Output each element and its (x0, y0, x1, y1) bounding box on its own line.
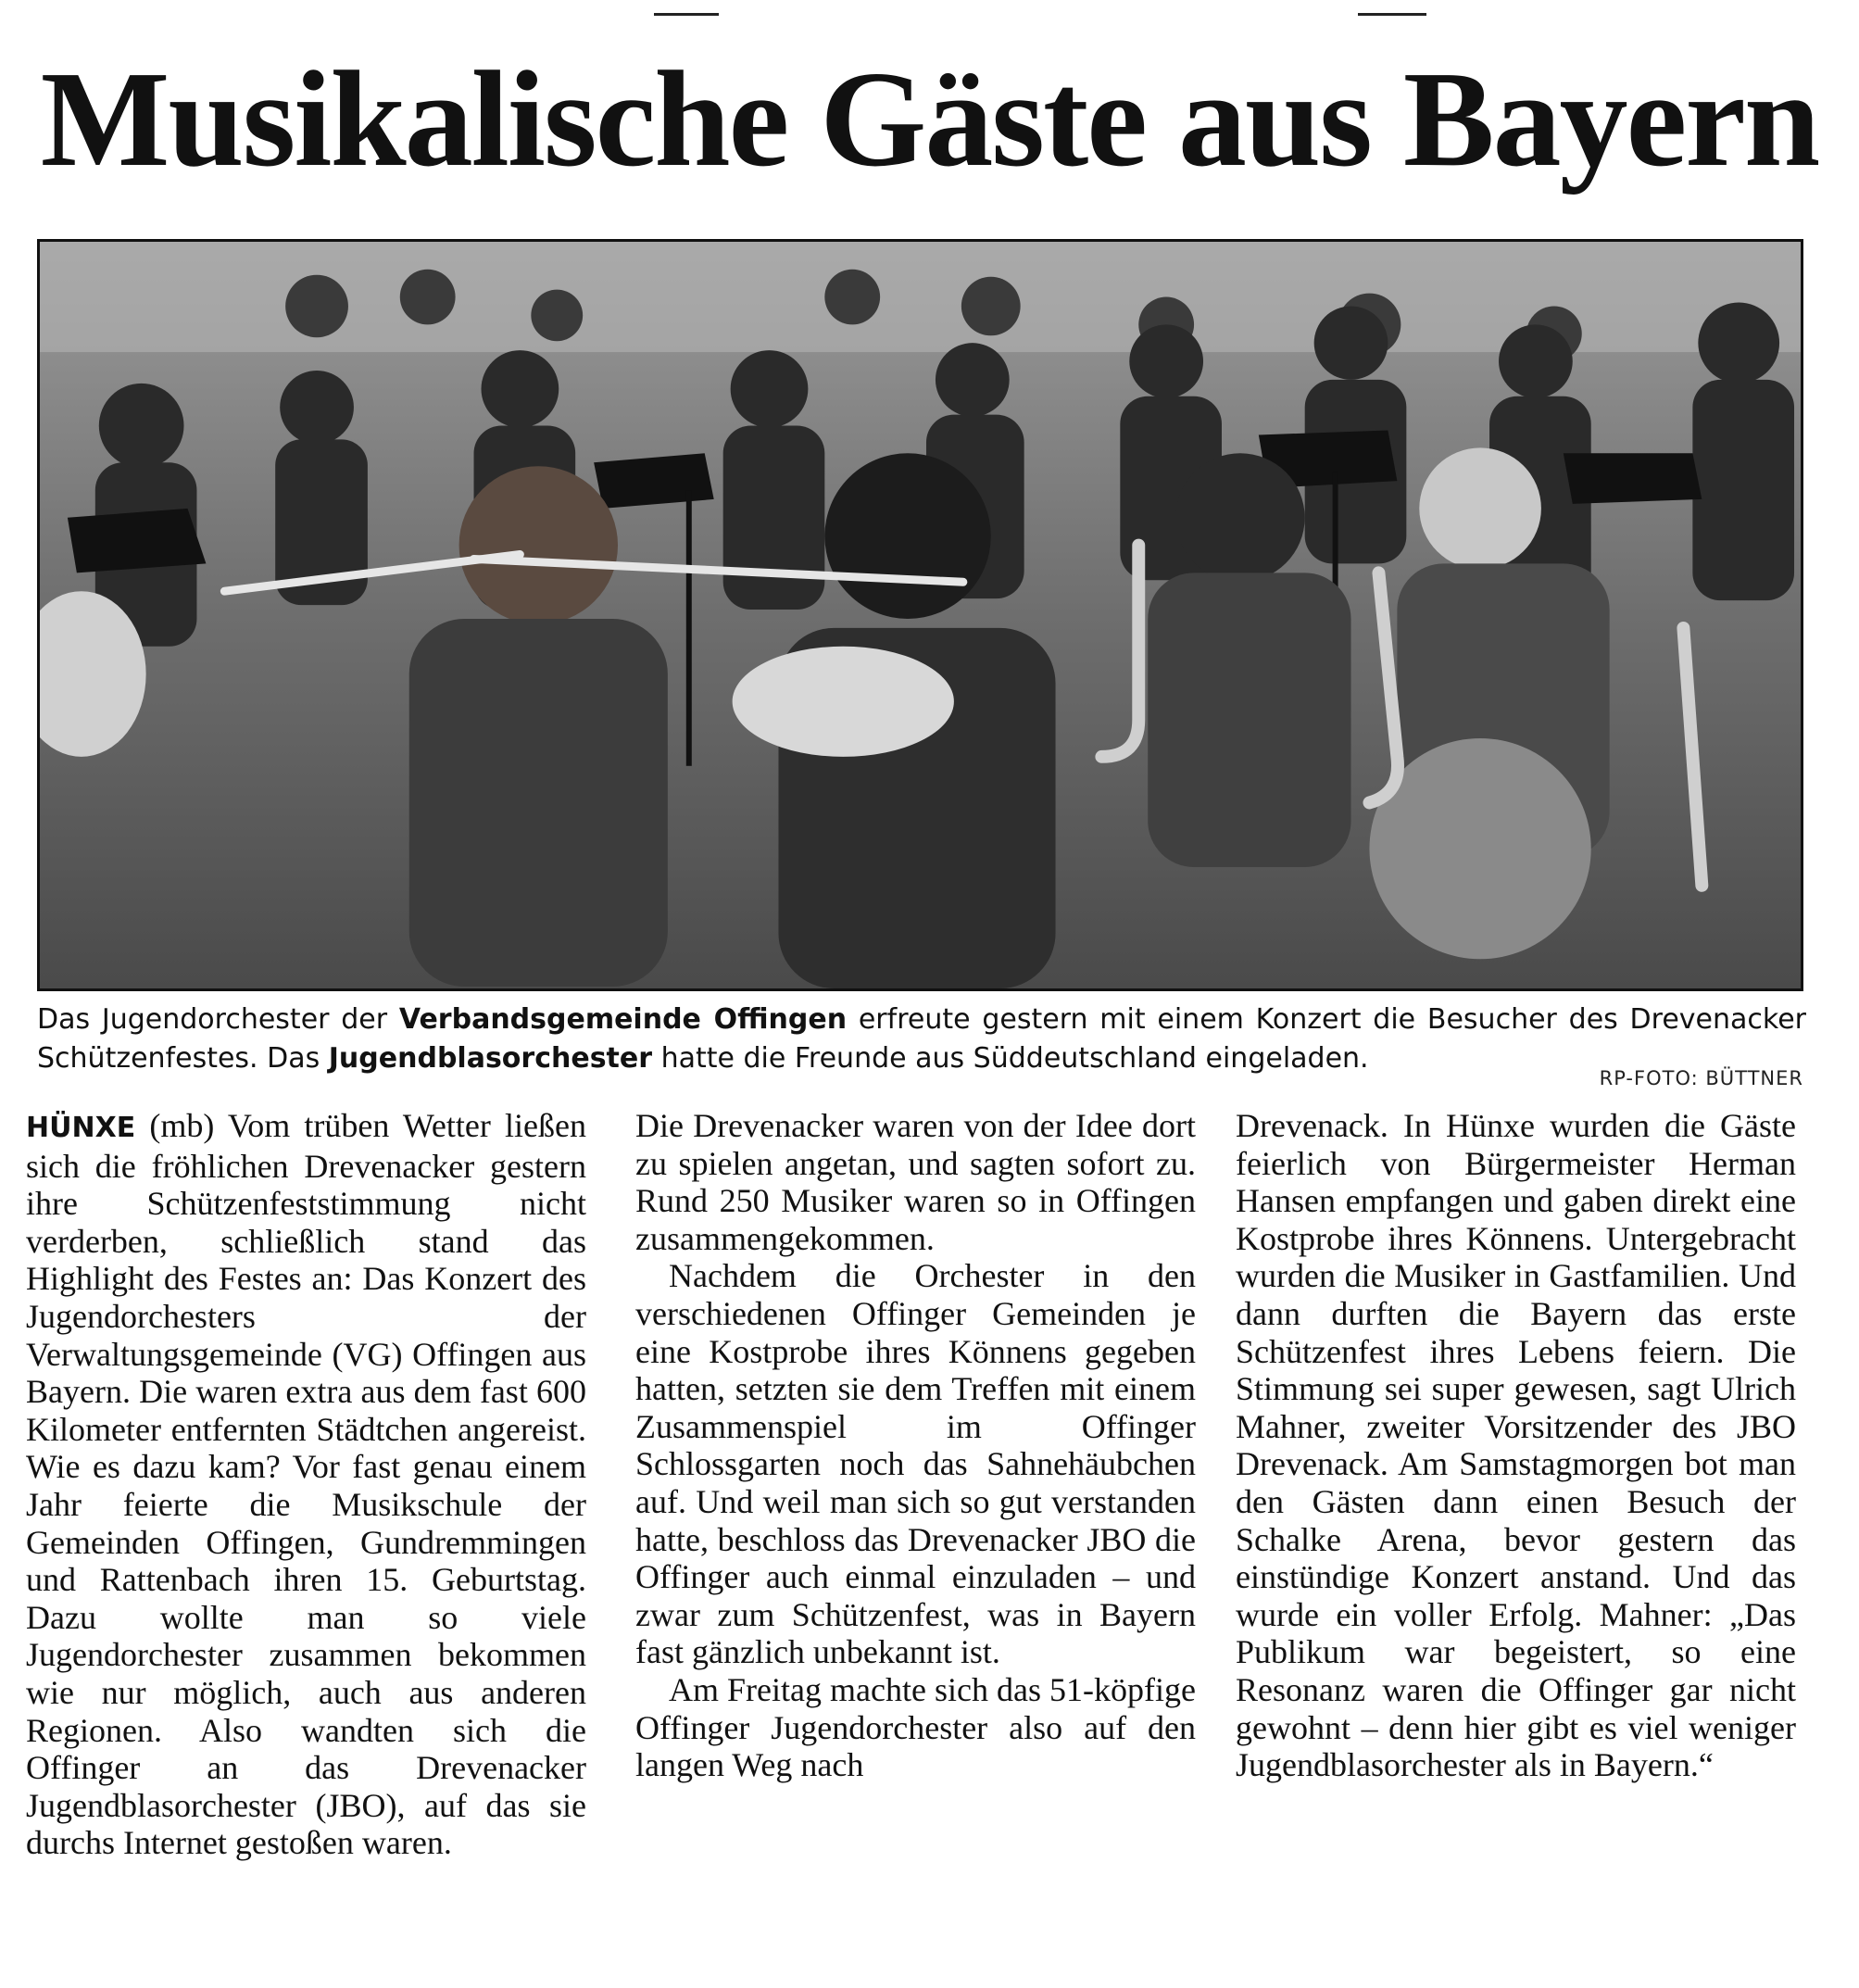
dateline: HÜNXE (26, 1112, 136, 1144)
article-paragraph: Die Drevenacker waren von der Idee dort zu spielen angetan, und sagten sofort zu. Rund 250 Musiker waren so in Offingen zusammengekommen. (635, 1107, 1196, 1257)
orchestra-photo-illustration (40, 242, 1801, 988)
top-rule-left (654, 13, 719, 16)
orchestra-photo (37, 239, 1803, 991)
paragraph-text: (mb) Vom trüben Wetter ließen sich die fröhlichen Drevenacker gestern ihre Schützenfeststimmung nicht verderben, schließlich stand das Highlight des Festes an: Das Konzert des Jugendorchesters der Verwaltungsgemeinde (VG) Offingen aus Bayern. Die waren extra aus dem fast 600 Kilometer entfernten Städtchen angereist. Wie es dazu kam? Vor fast genau einem Jahr feierte die Musikschule der Gemeinden Offingen, Gundremmingen und Rattenbach ihren 15. Geburtstag. Dazu wollte man so viele Jugendorchester zusammen bekommen wie nur möglich, auch aus anderen Regionen. Also wandten sich die Offinger an das Drevenacker Jugendblasorchester (JBO), auf das sie durchs Internet gestoßen waren. (26, 1107, 586, 1862)
article-paragraph: Am Freitag machte sich das 51-köpfige Offinger Jugendorchester also auf den langen Weg nach (635, 1670, 1196, 1784)
caption-bold-verbandsgemeinde: Verbandsgemeinde Offingen (398, 1003, 848, 1036)
photo-caption (37, 1000, 1806, 1078)
article-paragraph: Nachdem die Orchester in den verschiedenen Offinger Gemeinden je eine Kostprobe ihres Könnens gegeben hatten, setzten sie dem Treffen mit einem Zusammenspiel im Offinger Schlossgarten noch das Sahnehäubchen auf. Und weil man sich so gut verstanden hatte, beschloss das Drevenacker JBO die Offinger auch einmal einzuladen – und zwar zum Schützenfest, was in Bayern fast gänzlich unbekannt ist. (635, 1257, 1196, 1671)
article-paragraph (26, 1107, 586, 1862)
headline: Musikalische Gäste aus Bayern (40, 44, 1819, 195)
article-column-1 (26, 1107, 586, 1969)
caption-text: erfreute gestern mit einem Konzert die Besucher des Drevenacker Schützenfestes. Das (37, 1003, 1806, 1075)
article-paragraph: Drevenack. In Hünxe wurden die Gäste feierlich von Bürgermeister Herman Hansen empfangen und gaben direkt eine Kostprobe ihres Könnens. Untergebracht wurden die Musiker in Gastfamilien. Und dann durften die Bayern das erste Schützenfest ihres Lebens feiern. Die Stimmung sei super gewesen, sagt Ulrich Mahner, zweiter Vorsitzender des JBO Drevenack. Am Samstagmorgen bot man den Gästen dann einen Besuch der Schalke Arena, bevor gestern das einstündige Konzert anstand. Und das wurde ein voller Erfolg. Mahner: „Das Publikum war begeistert, so eine Resonanz waren die Offinger gar nicht gewohnt – denn hier gibt es viel weniger Jugendblasorchester als in Bayern.“ (1236, 1107, 1796, 1784)
caption-text: Das Jugendorchester der (37, 1003, 399, 1036)
article-column-3 (1236, 1107, 1796, 1969)
caption-bold-jugendblasorchester: Jugendblasorchester (328, 1042, 653, 1075)
photo-credit: RP-FOTO: BÜTTNER (1599, 1067, 1803, 1089)
top-rule-right (1358, 13, 1426, 16)
article-column-2 (635, 1107, 1196, 1969)
caption-text: hatte die Freunde aus Süddeutschland eingeladen. (652, 1042, 1369, 1075)
